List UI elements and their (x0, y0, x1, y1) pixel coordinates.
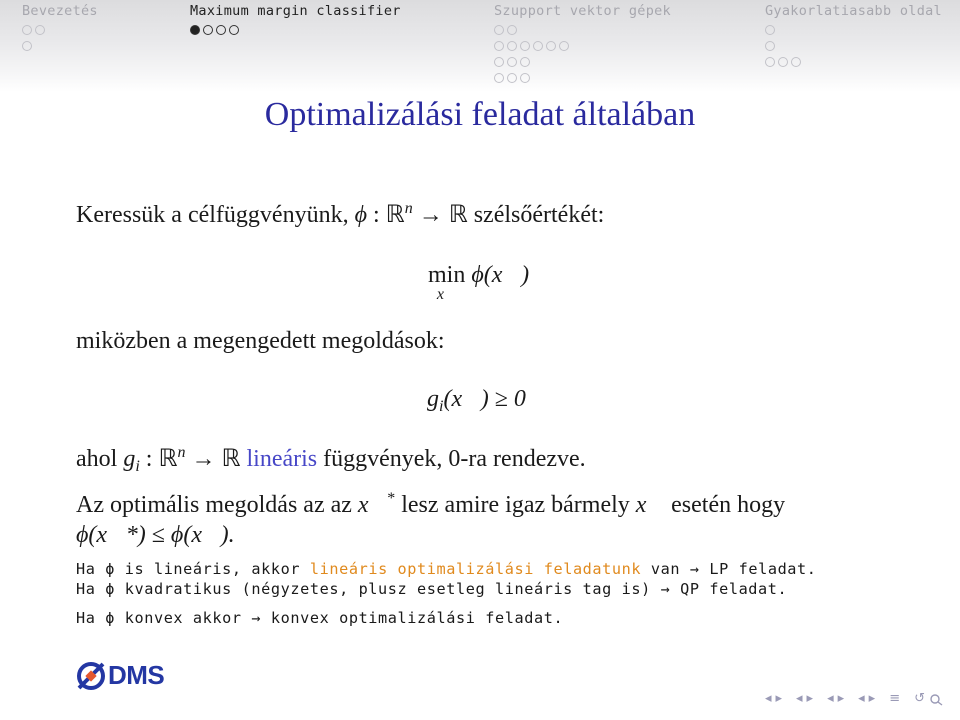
nav-frame-dot[interactable] (765, 57, 775, 67)
nav-frame-dot[interactable] (22, 25, 32, 35)
link-lp[interactable]: lineáris optimalizálási feladatunk (309, 560, 642, 578)
math-domain: : ℝ (139, 446, 178, 472)
math-sup: n (177, 444, 186, 461)
beamer-navigation (764, 692, 946, 706)
nav-dot-row (765, 38, 942, 54)
text: szélsőértékét: (473, 202, 605, 228)
text: lesz amire igaz bármely (395, 492, 636, 518)
math-x: x⃗ (357, 492, 388, 518)
nav-section-szupport[interactable] (494, 2, 671, 86)
nav-section-title[interactable]: Maximum margin classifier (190, 3, 401, 19)
nav-frame-dot[interactable] (778, 57, 788, 67)
equation-min (428, 262, 529, 302)
nav-dot-rows (494, 22, 671, 86)
toc-icon[interactable]: ≡ (889, 691, 901, 706)
dms-logo-icon (76, 661, 106, 691)
nav-frame-dot[interactable] (494, 57, 504, 67)
note-line-2: Ha ϕ kvadratikus (négyzetes, plusz esetleg lineáris tag is) → QP feladat. (76, 580, 788, 598)
nav-section-title[interactable]: Bevezetés (22, 3, 98, 19)
nav-section-bevezetes[interactable] (22, 2, 98, 54)
nav-dot-row (190, 22, 401, 38)
math-arrow: → ℝ (185, 446, 247, 472)
text: esetén hogy (665, 492, 786, 518)
back-icon[interactable]: ↺ (914, 691, 925, 706)
nav-frame-dot[interactable] (494, 73, 504, 83)
nav-frame-dot[interactable] (494, 25, 504, 35)
next-subsection-icon[interactable]: ▸ (806, 691, 814, 706)
text: ahol (76, 446, 124, 472)
nav-frame-dot[interactable] (507, 57, 517, 67)
nav-dot-row (22, 22, 98, 38)
nav-frame-dot[interactable] (520, 73, 530, 83)
min-subscript: x⃗ (436, 286, 457, 303)
next-page-icon[interactable]: ▸ (868, 691, 876, 706)
math-g: g (427, 386, 439, 412)
nav-dot-rows (22, 22, 98, 54)
nav-frame-dot[interactable] (520, 57, 530, 67)
nav-frame-dot[interactable] (216, 25, 226, 35)
highlight-linearis: lineáris (246, 446, 318, 472)
nav-dot-row (494, 22, 671, 38)
note-line-1 (76, 560, 817, 578)
nav-section-gyakorlatiasabb[interactable] (765, 2, 942, 70)
nav-frame-dot[interactable] (494, 41, 504, 51)
math-sub: i (135, 458, 140, 475)
text-line-2: miközben a megengedett megoldások: (76, 328, 445, 354)
nav-dot-row (494, 54, 671, 70)
constraint-body: (x⃗) ≥ 0 (443, 386, 526, 412)
min-operator (428, 262, 465, 302)
math-domain: : ℝ (367, 202, 405, 228)
math-g: g (123, 446, 136, 472)
text-line-5: ϕ(x⃗*) ≤ ϕ(x⃗). (76, 522, 235, 548)
nav-dot-rows (190, 22, 401, 38)
prev-subsection-icon[interactable]: ◂ (796, 691, 803, 706)
nav-section-title[interactable]: Szupport vektor gépek (494, 3, 671, 19)
nav-frame-dot[interactable] (791, 57, 801, 67)
logo-text: DMS (108, 660, 165, 690)
nav-section-title[interactable]: Gyakorlatiasabb oldal (765, 3, 942, 19)
math-arrow: → ℝ (412, 202, 474, 228)
nav-section-maximum-margin[interactable] (190, 2, 401, 38)
nav-frame-dot[interactable] (520, 41, 530, 51)
nav-frame-dot[interactable] (35, 25, 45, 35)
nav-frame-dot[interactable] (546, 41, 556, 51)
nav-frame-dot[interactable] (533, 41, 543, 51)
math-star: * (387, 490, 396, 507)
nav-dot-row (494, 38, 671, 54)
math-x: x⃗ (635, 492, 666, 518)
nav-frame-dot[interactable] (190, 25, 200, 35)
nav-dot-row (22, 38, 98, 54)
nav-dot-row (494, 70, 671, 86)
min-word: min (428, 262, 466, 288)
nav-frame-dot[interactable] (507, 25, 517, 35)
prev-frame-icon[interactable]: ◂ (764, 691, 772, 706)
frame-title: Optimalizálási feladat általában (264, 96, 696, 133)
text-line-4 (76, 490, 785, 519)
prev-section-icon[interactable]: ◂ (827, 691, 834, 706)
navigation-bar (0, 0, 960, 92)
nav-dot-rows (765, 22, 942, 70)
nav-dot-row (765, 22, 942, 38)
nav-dot-row (765, 54, 942, 70)
math-sup: n (404, 200, 413, 217)
nav-frame-dot[interactable] (22, 41, 32, 51)
dms-logo (76, 660, 164, 691)
text: függvények, 0-ra rendezve. (317, 446, 586, 472)
text-line-3 (76, 444, 586, 473)
nav-frame-dot[interactable] (507, 41, 517, 51)
math-sub: i (439, 398, 444, 415)
nav-frame-dot[interactable] (507, 73, 517, 83)
text: Az optimális megoldás az az (76, 492, 358, 518)
nav-frame-dot[interactable] (765, 25, 775, 35)
text: van → LP feladat. (641, 560, 817, 578)
nav-frame-dot[interactable] (765, 41, 775, 51)
note-line-3: Ha ϕ konvex akkor → konvex optimalizálási feladat. (76, 609, 564, 627)
nav-frame-dot[interactable] (559, 41, 569, 51)
search-icon[interactable] (928, 692, 946, 706)
nav-frame-dot[interactable] (203, 25, 213, 35)
math-phi: ϕ (354, 202, 367, 228)
text: Keressük a célfüggvényünk, (76, 202, 355, 228)
prev-page-icon[interactable]: ◂ (858, 691, 865, 706)
text: Ha ϕ is lineáris, akkor (76, 560, 310, 578)
equation-constraint (427, 386, 526, 413)
objective: ϕ(x⃗) (471, 262, 530, 288)
text-line-1 (76, 200, 604, 229)
nav-frame-dot[interactable] (229, 25, 239, 35)
next-frame-icon[interactable]: ▸ (775, 691, 782, 706)
next-section-icon[interactable]: ▸ (837, 691, 845, 706)
